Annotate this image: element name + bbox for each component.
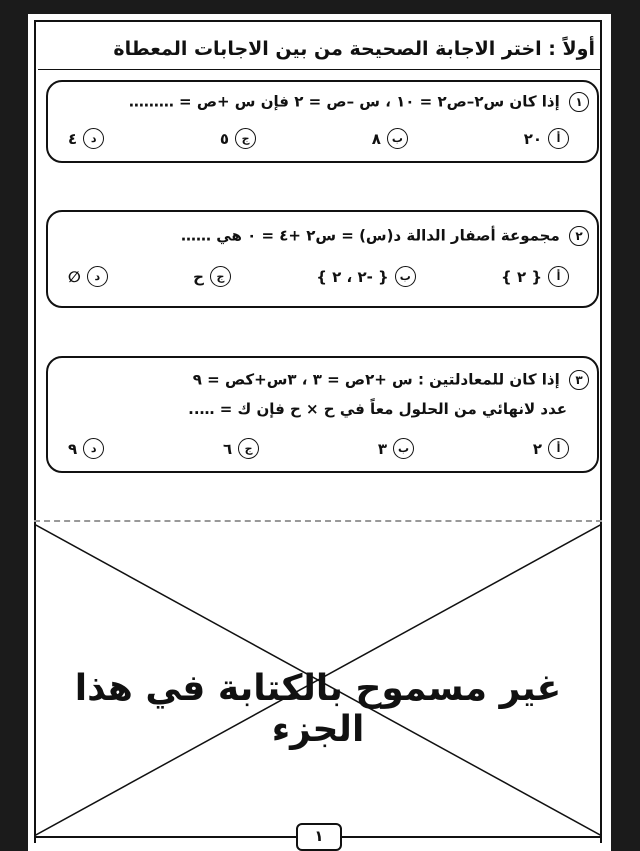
choice-b[interactable] <box>316 266 416 287</box>
choice-c[interactable] <box>220 128 256 149</box>
question-3-text <box>193 370 589 390</box>
choice-letter: ج <box>235 128 256 149</box>
question-number: ٣ <box>569 370 589 390</box>
question-3-text-line-2 <box>188 400 567 418</box>
choice-c[interactable] <box>193 266 231 287</box>
question-number: ٢ <box>569 226 589 246</box>
choice-letter: أ <box>548 438 569 459</box>
choice-value: ٤ <box>68 129 78 148</box>
choice-value: { ٢ } <box>501 267 542 286</box>
choice-letter: د <box>83 128 104 149</box>
choice-letter: ب <box>395 266 416 287</box>
choice-value: ٢ <box>532 439 542 458</box>
choice-letter: د <box>83 438 104 459</box>
question-3-box <box>46 356 599 473</box>
choice-d[interactable] <box>68 438 104 459</box>
choice-letter: أ <box>548 128 569 149</box>
page-number: ١ <box>296 823 342 851</box>
choice-value: ح <box>193 267 204 286</box>
question-line: إذا كان للمعادلتين : س +٢ص = ٣ ، ٣س+كص = ٩ <box>192 370 560 389</box>
choice-a[interactable] <box>501 266 569 287</box>
choice-value: ٩ <box>68 439 78 458</box>
choice-value: ٨ <box>371 129 381 148</box>
question-2-box <box>46 210 599 308</box>
question-1-choices <box>68 128 569 149</box>
choice-value: ∅ <box>68 267 81 286</box>
section-title: أولاً : اختر الاجابة الصحيحة من بين الاجابات المعطاة <box>113 38 595 60</box>
restricted-notice: غير مسموح بالكتابة في هذا الجزء <box>74 668 562 750</box>
choice-letter: ب <box>393 438 414 459</box>
choice-letter: ج <box>238 438 259 459</box>
question-3-choices <box>68 438 569 459</box>
question-line: عدد لانهائي من الحلول معاً في ح × ح فإن ك = ….. <box>188 400 567 418</box>
cut-line <box>34 520 602 522</box>
question-line: مجموعة أصفار الدالة د(س) = س٢ +٤ = ٠ هي …… <box>181 226 560 245</box>
question-1-text <box>129 92 589 112</box>
question-1-box <box>46 80 599 163</box>
choice-letter: ج <box>210 266 231 287</box>
title-underline <box>38 69 600 70</box>
choice-b[interactable] <box>378 438 414 459</box>
choice-letter: أ <box>548 266 569 287</box>
question-2-choices <box>68 266 569 287</box>
question-2-text <box>181 226 589 246</box>
choice-d[interactable] <box>68 266 108 287</box>
choice-a[interactable] <box>533 438 569 459</box>
choice-b[interactable] <box>372 128 408 149</box>
choice-d[interactable] <box>68 128 104 149</box>
choice-value: ٢٠ <box>523 129 542 148</box>
choice-letter: ب <box>387 128 408 149</box>
choice-value: ٦ <box>222 439 233 458</box>
question-line: إذا كان س٢–ص٢ = ١٠ ، س –ص = ٢ فإن س +ص = ……… <box>128 92 560 111</box>
restricted-area <box>34 524 602 836</box>
choice-value: { -٢ ، ٢ } <box>316 267 389 286</box>
choice-letter: د <box>87 266 108 287</box>
exam-page <box>28 14 611 851</box>
choice-a[interactable] <box>524 128 569 149</box>
choice-c[interactable] <box>223 438 259 459</box>
question-number: ١ <box>569 92 589 112</box>
choice-value: ٣ <box>377 439 388 458</box>
choice-value: ٥ <box>219 129 230 148</box>
